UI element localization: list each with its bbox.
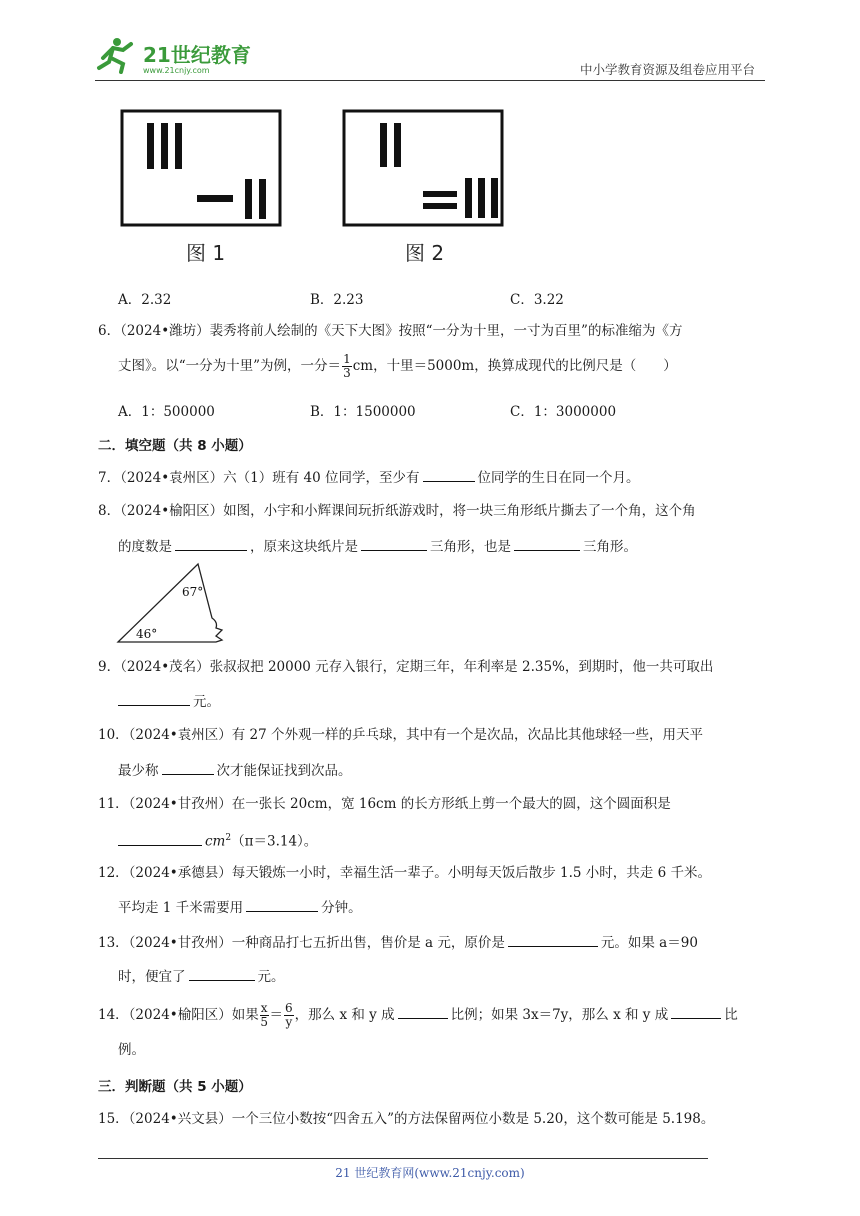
q13-blank-1[interactable]: [508, 932, 598, 947]
q14-text-post: 比: [724, 1007, 738, 1023]
q12-text-pre: 平均走 1 千米需要用: [118, 900, 244, 916]
q7: [98, 467, 640, 487]
platform-name: 中小学教育资源及组卷应用平台: [579, 62, 755, 77]
q6-line2: [118, 353, 677, 380]
logo-url: www.21cnjy.com: [143, 66, 210, 75]
q13-blank-2[interactable]: [189, 966, 255, 981]
q12-text-post: 分钟。: [321, 900, 362, 916]
q5-option-b: B．2.23: [310, 292, 364, 308]
angle-left-label: 46°: [136, 627, 158, 641]
q6-option-b: B．1：1500000: [310, 404, 416, 420]
q13-text-2pre: 时，便宜了: [118, 969, 186, 985]
q13-text-pre: 13．（2024•甘孜州）一种商品打七五折出售，售价是 a 元，原价是: [98, 935, 505, 951]
torn-triangle-figure: [112, 558, 232, 648]
q6-text-a: 丈图》。以“一分为十里”为例，一分＝: [118, 358, 342, 374]
q14-text-pre: 14．（2024•榆阳区）如果: [98, 1007, 259, 1023]
q10-line2: [118, 760, 352, 780]
q15: 15．（2024•兴文县）一个三位小数按“四舍五入”的方法保留两位小数是 5.20，这个数可能是 5.198。: [98, 1111, 715, 1127]
figure-1-caption: 图 1: [186, 241, 226, 265]
q11-unit-exp: 2: [225, 833, 232, 843]
q5-option-a: A．2.32: [118, 292, 172, 308]
figure-2: [344, 111, 502, 225]
q11-blank[interactable]: [118, 831, 202, 846]
q9-line1: 9．（2024•茂名）张叔叔把 20000 元存入银行，定期三年，年利率是 2.35%，到期时，他一共可取出: [98, 659, 714, 675]
q7-blank[interactable]: [423, 467, 475, 482]
q10-line1: 10．（2024•袁州区）有 27 个外观一样的乒乓球，其中有一个是次品，次品比其他球轻一些，用天平: [98, 727, 704, 743]
figure-2-caption: 图 2: [405, 241, 445, 265]
q14-f1-den: 5: [260, 1015, 268, 1029]
q8-blank-3[interactable]: [514, 536, 580, 551]
footer-divider: [98, 1158, 708, 1159]
q7-text-post: 位同学的生日在同一个月。: [477, 470, 640, 486]
q11-line1: 11．（2024•甘孜州）在一张长 20cm，宽 16cm 的长方形纸上剪一个最大的圆，这个圆面积是: [98, 796, 671, 812]
q11-unit: cm: [205, 833, 226, 850]
q9-line2: [118, 691, 220, 711]
q8-text-a: 的度数是: [118, 539, 172, 555]
q8-text-d: 三角形。: [583, 539, 637, 555]
q14-text-mid2: 比例；如果 3x＝7y，那么 x 和 y 成: [450, 1007, 669, 1023]
q5-option-c: C．3.22: [510, 292, 564, 308]
q11-line2: [118, 829, 317, 851]
q8-blank-2[interactable]: [361, 536, 427, 551]
q13-text-post: 元。如果 a＝90: [600, 935, 698, 951]
q8-text-c: 三角形，也是: [430, 539, 511, 555]
q8-line2: [118, 536, 637, 556]
q12-line2: [118, 897, 362, 917]
q14-f2-num: 6: [285, 1001, 293, 1015]
footer-text: 21 世纪教育网(www.21cnjy.com): [335, 1166, 525, 1180]
q12-blank[interactable]: [246, 897, 318, 912]
section-2-title: 二．填空题（共 8 小题）: [98, 438, 252, 454]
q12-line1: 12．（2024•承德县）每天锻炼一小时，幸福生活一辈子。小明每天饭后散步 1.5 小时，共走 6 千米。: [98, 865, 711, 881]
q10-text-pre: 最少称: [118, 763, 159, 779]
q14-blank-1[interactable]: [398, 1004, 448, 1019]
q8-blank-1[interactable]: [175, 536, 247, 551]
q6-option-a: A．1：500000: [118, 404, 215, 420]
angle-top-label: 67°: [182, 585, 204, 599]
q14-eq: ＝: [269, 1007, 284, 1023]
q14-f1-num: x: [260, 1001, 268, 1015]
q6-line1: 6．（2024•潍坊）裴秀将前人绘制的《天下大图》按照“一分为十里，一寸为百里”的标准缩为《方: [98, 323, 683, 339]
q9-text-post: 元。: [193, 694, 220, 710]
q7-text-pre: 7．（2024•袁州区）六（1）班有 40 位同学，至少有: [98, 470, 420, 486]
q6-option-c: C．1：3000000: [510, 404, 617, 420]
q6-frac-den: 3: [343, 366, 351, 380]
q6-fraction: [342, 353, 352, 380]
q14-line1: [98, 1000, 738, 1030]
section-3-title: 三．判断题（共 5 小题）: [98, 1079, 252, 1095]
q11-text-post: （π＝3.14）。: [231, 833, 318, 850]
q14-f2-den: y: [285, 1015, 293, 1029]
q13-line2: [118, 966, 285, 986]
runner-icon: [99, 38, 131, 72]
q9-blank[interactable]: [118, 691, 190, 706]
q10-text-post: 次才能保证找到次品。: [216, 763, 352, 779]
header-divider: [95, 80, 765, 81]
q14-blank-2[interactable]: [671, 1004, 721, 1019]
q8-line1: 8．（2024•榆阳区）如图，小宇和小辉课间玩折纸游戏时，将一块三角形纸片撕去了一个角，这个角: [98, 503, 696, 519]
q13-text-2post: 元。: [257, 969, 285, 985]
q13-line1: [98, 932, 698, 952]
q14-fraction-1: [260, 1002, 269, 1029]
logo-title: 21世纪教育: [143, 43, 251, 67]
q14-line2: 例。: [118, 1042, 145, 1058]
site-logo: [95, 36, 265, 76]
q6-frac-num: 1: [343, 352, 351, 366]
q6-text-b: cm，十里＝5000m，换算成现代的比例尺是（ ）: [352, 358, 677, 374]
q14-fraction-2: [284, 1002, 294, 1029]
q14-text-mid1: ，那么 x 和 y 成: [294, 1007, 395, 1023]
figure-1: [122, 111, 280, 225]
q8-text-b: ，原来这块纸片是: [250, 539, 358, 555]
rod-numeral-figures: [118, 106, 508, 271]
q10-blank[interactable]: [162, 760, 214, 775]
